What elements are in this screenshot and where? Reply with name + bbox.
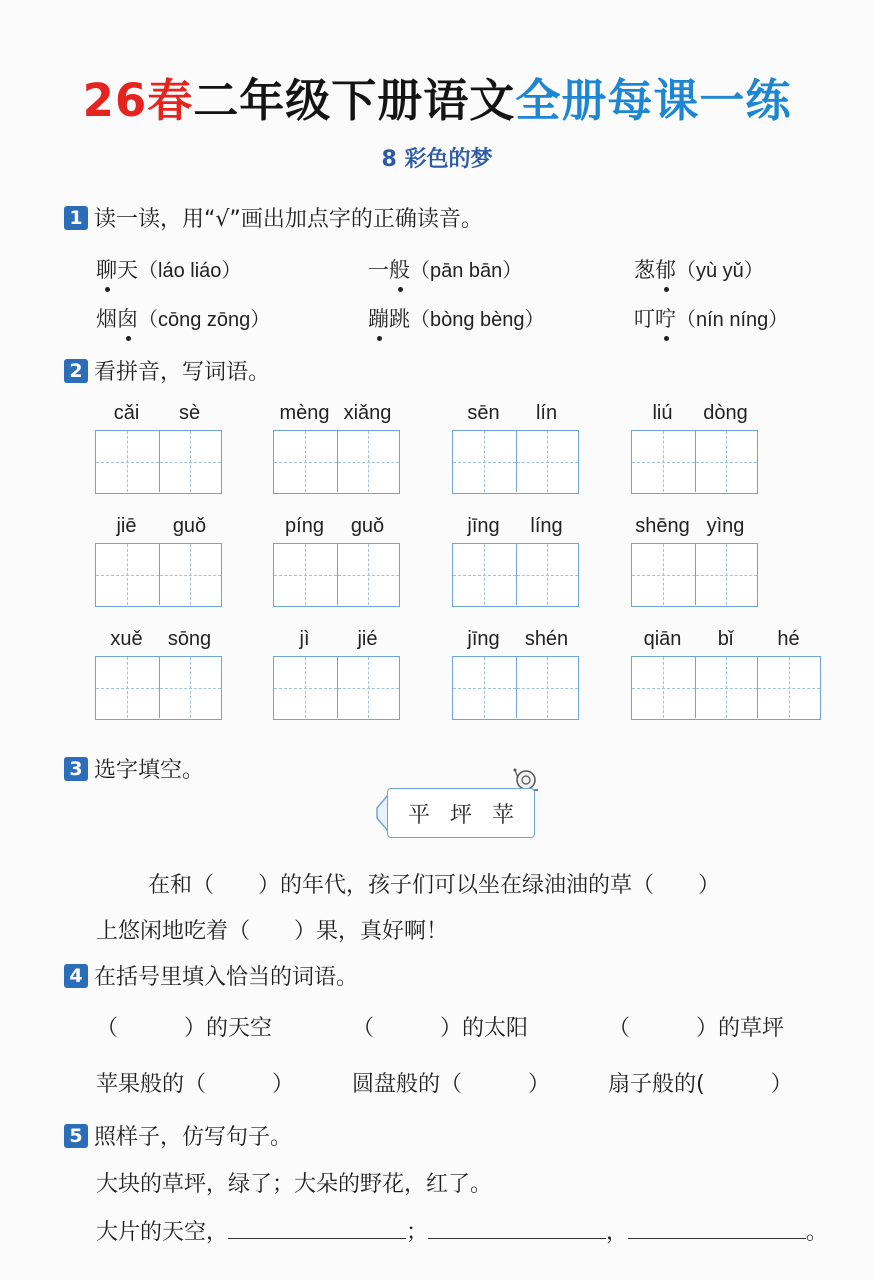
pinyin: sè [178, 402, 201, 424]
pinyin: lín [535, 402, 558, 424]
pinyin: qiān [643, 628, 682, 650]
dotted-char: 咛 [655, 303, 676, 333]
writing-grid[interactable] [273, 656, 400, 720]
dotted-char: 蹦 [368, 303, 389, 333]
pinyin: jì [299, 628, 310, 650]
question-number-badge: 4 [64, 964, 88, 988]
pinyin-options: （cōng zōng） [138, 309, 271, 331]
question-text: 看拼音，写词语。 [94, 360, 271, 385]
title-part2: 二年级下册语文 [193, 74, 516, 127]
choice-char: 苹 [491, 802, 514, 828]
separator: ， [606, 1220, 629, 1245]
question-4-heading [64, 960, 358, 991]
pinyin: píng [285, 515, 324, 537]
dotted-char: 郁 [655, 254, 676, 284]
pinyin: sēn [467, 402, 500, 424]
q3-sentence-line-1: 在和（ ）的年代，孩子们可以坐在绿油油的草（ ） [148, 873, 721, 898]
writing-grid[interactable] [631, 656, 821, 720]
answer-blank[interactable] [228, 1216, 406, 1239]
prompt-text: 大片的天空， [96, 1220, 229, 1245]
q1-item: 一般（pān bān） [368, 254, 522, 284]
question-text: 在括号里填入恰当的词语。 [94, 965, 359, 990]
fill-in-phrase[interactable]: 扇子般的( ） [608, 1072, 793, 1097]
writing-grid[interactable] [273, 543, 400, 607]
writing-grid[interactable] [452, 430, 579, 494]
writing-grid[interactable] [95, 543, 222, 607]
title-part1: 26春 [82, 74, 194, 127]
fill-in-phrase[interactable]: （ ）的天空 [96, 1016, 273, 1041]
imitation-line [96, 1215, 828, 1246]
writing-grid[interactable] [273, 430, 400, 494]
pinyin: jīng [467, 628, 500, 650]
pinyin: sōng [167, 628, 212, 650]
dotted-char: 聊 [96, 254, 117, 284]
question-text: 读一读，用“√”画出加点字的正确读音。 [94, 207, 483, 232]
pinyin: xuě [110, 628, 143, 650]
pinyin: bǐ [717, 628, 734, 650]
choice-char: 平 [407, 802, 430, 828]
question-1-heading [64, 202, 483, 233]
question-3-heading [64, 753, 204, 784]
pinyin: jīng [467, 515, 500, 537]
fill-in-phrase[interactable]: 苹果般的（ ） [96, 1072, 295, 1097]
q1-item: 烟囱（cōng zōng） [96, 303, 270, 333]
writing-grid[interactable] [95, 430, 222, 494]
question-number-badge: 3 [64, 757, 88, 781]
q1-item: 葱郁（yù yǔ） [634, 254, 764, 284]
pinyin: xiǎng [343, 402, 392, 424]
page-title [0, 64, 874, 129]
separator: 。 [806, 1220, 829, 1245]
pinyin: mèng [279, 402, 330, 424]
question-number-badge: 2 [64, 359, 88, 383]
pinyin-options: （nín níng） [676, 309, 789, 331]
dotted-char: 囱 [117, 303, 138, 333]
writing-grid[interactable] [452, 543, 579, 607]
pinyin: guǒ [172, 515, 207, 537]
pinyin: jié [357, 628, 378, 650]
dotted-char: 般 [389, 254, 410, 284]
writing-grid[interactable] [631, 543, 758, 607]
question-text: 照样子，仿写句子。 [94, 1125, 293, 1150]
title-part3: 全册每课一练 [515, 74, 792, 127]
q3-sentence-line-2: 上悠闲地吃着（ ）果，真好啊！ [96, 919, 449, 944]
question-number-badge: 5 [64, 1124, 88, 1148]
pinyin-options: （yù yǔ） [676, 260, 764, 282]
answer-blank[interactable] [628, 1216, 806, 1239]
pinyin: hé [777, 628, 800, 650]
question-2-heading [64, 355, 270, 386]
pinyin: shén [524, 628, 569, 650]
character-choice-label [375, 788, 545, 838]
pinyin: dòng [703, 402, 748, 424]
answer-blank[interactable] [428, 1216, 606, 1239]
separator: ； [406, 1220, 429, 1245]
example-sentence: 大块的草坪，绿了；大朵的野花，红了。 [96, 1172, 493, 1197]
fill-in-phrase[interactable]: 圆盘般的（ ） [352, 1072, 551, 1097]
pinyin: jiē [116, 515, 137, 537]
writing-grid[interactable] [95, 656, 222, 720]
fill-in-phrase[interactable]: （ ）的太阳 [352, 1016, 529, 1041]
writing-grid[interactable] [631, 430, 758, 494]
pinyin: liú [652, 402, 673, 424]
choice-char: 坪 [449, 802, 472, 828]
pinyin: shēng [635, 515, 690, 537]
pinyin: guǒ [350, 515, 385, 537]
fill-in-phrase[interactable]: （ ）的草坪 [608, 1016, 785, 1041]
q1-item: 叮咛（nín níng） [634, 303, 788, 333]
q1-item: 蹦跳（bòng bèng） [368, 303, 545, 333]
question-number-badge: 1 [64, 206, 88, 230]
lesson-title: 8 彩色的梦 [381, 147, 493, 172]
pinyin-options: （pān bān） [410, 260, 523, 282]
question-text: 选字填空。 [94, 758, 205, 783]
pinyin: yìng [706, 515, 745, 537]
pinyin: cǎi [113, 402, 140, 424]
q1-item: 聊天（láo liáo） [96, 254, 241, 284]
pinyin: líng [530, 515, 563, 537]
pinyin-options: （láo liáo） [138, 260, 242, 282]
writing-grid[interactable] [452, 656, 579, 720]
question-5-heading [64, 1120, 292, 1151]
pinyin-options: （bòng bèng） [410, 309, 545, 331]
